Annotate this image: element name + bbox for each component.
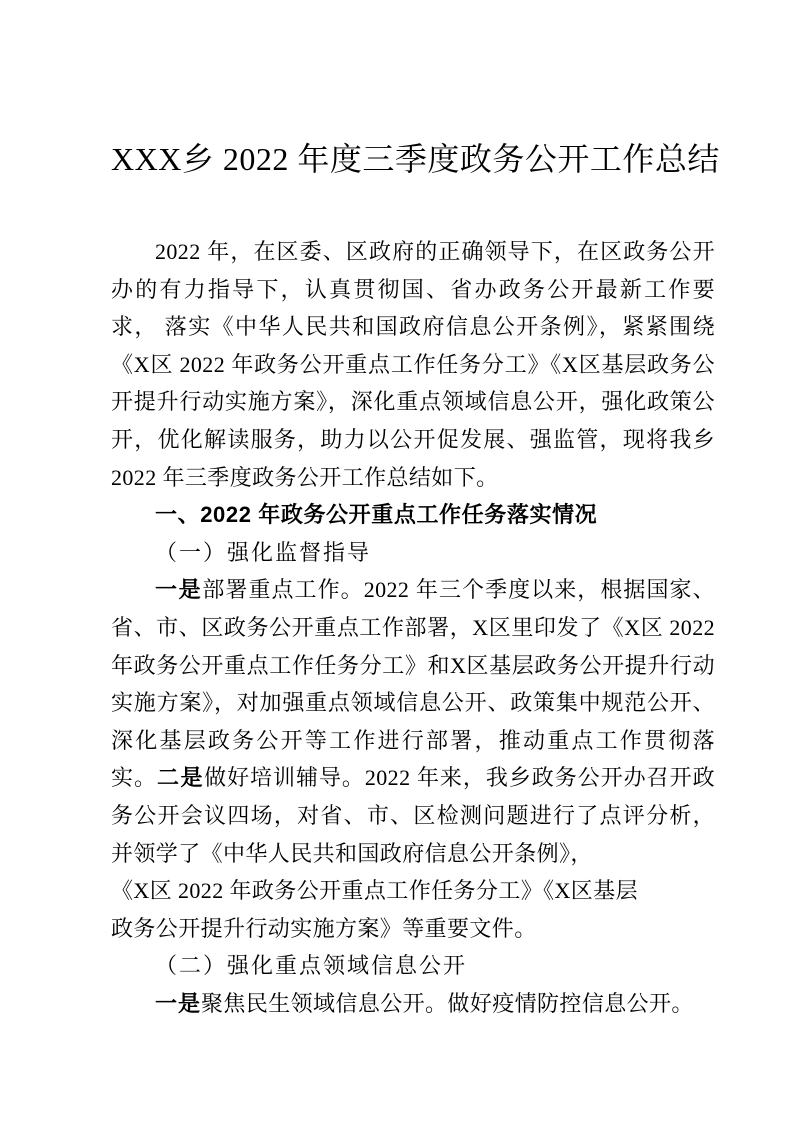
supervision-text-1: 部署重点工作。2022 年三个季度以来，根据国家、省、市、区政务公开重点工作部署，X区里印发了《X区 2022 年政务公开重点工作任务分工》和X区基层政务公开提升行动实施方案》，对加强重点领域信息公开、政策集中规范公开、深化基层政务公开等工作进行部署，推动重点工作贯彻落实。 bbox=[111, 577, 715, 791]
subsection-2-heading bbox=[111, 947, 715, 985]
section-1-heading-text: 一、2022 年政务公开重点工作任务落实情况 bbox=[155, 502, 598, 528]
continuation-line-2 bbox=[111, 910, 715, 948]
subsection-1-heading bbox=[111, 534, 715, 572]
supervision-lead-in-1: 一是 bbox=[155, 577, 203, 603]
subsection-1-heading-text: （一）强化监督指导 bbox=[155, 539, 372, 565]
document-title: XXX乡 2022 年度三季度政务公开工作总结 bbox=[111, 141, 720, 177]
section-1-heading bbox=[111, 496, 715, 534]
continuation-line-1 bbox=[111, 872, 715, 910]
livelihood-lead-in: 一是 bbox=[155, 990, 202, 1016]
livelihood-text: 聚焦民生领域信息公开。做好疫情防控信息公开。 bbox=[201, 990, 694, 1016]
supervision-paragraph bbox=[111, 571, 715, 872]
supervision-lead-in-2: 二是 bbox=[156, 765, 205, 791]
intro-paragraph-text: 2022 年，在区委、区政府的正确领导下，在区政务公开办的有力指导下，认真贯彻国、省办政务公开最新工作要求， 落实《中华人民共和国政府信息公开条例》，紧紧围绕《X区 2022 年政务公开重点工作任务分工》《X区基层政务公开提升行动实施方案》，深化重点领域信息公开，强化政策公开，优化解读服务，助力以公开促发展、强监管，现将我乡2022 年三季度政务公开工作总结如下。 bbox=[111, 239, 715, 490]
intro-paragraph bbox=[111, 233, 715, 496]
supervision-text-2: 做好培训辅导。2022 年来，我乡政务公开办召开政务公开会议四场，对省、市、区检测问题进行了点评分析，并领学了《中华人民共和国政府信息公开条例》， bbox=[111, 765, 715, 866]
continuation-line-1-text: 《X区 2022 年政务公开重点工作任务分工》《X区基层 bbox=[111, 878, 638, 904]
livelihood-paragraph bbox=[111, 985, 715, 1023]
subsection-2-heading-text: （二）强化重点领域信息公开 bbox=[155, 953, 468, 979]
continuation-line-2-text: 政务公开提升行动实施方案》等重要文件。 bbox=[111, 915, 537, 941]
